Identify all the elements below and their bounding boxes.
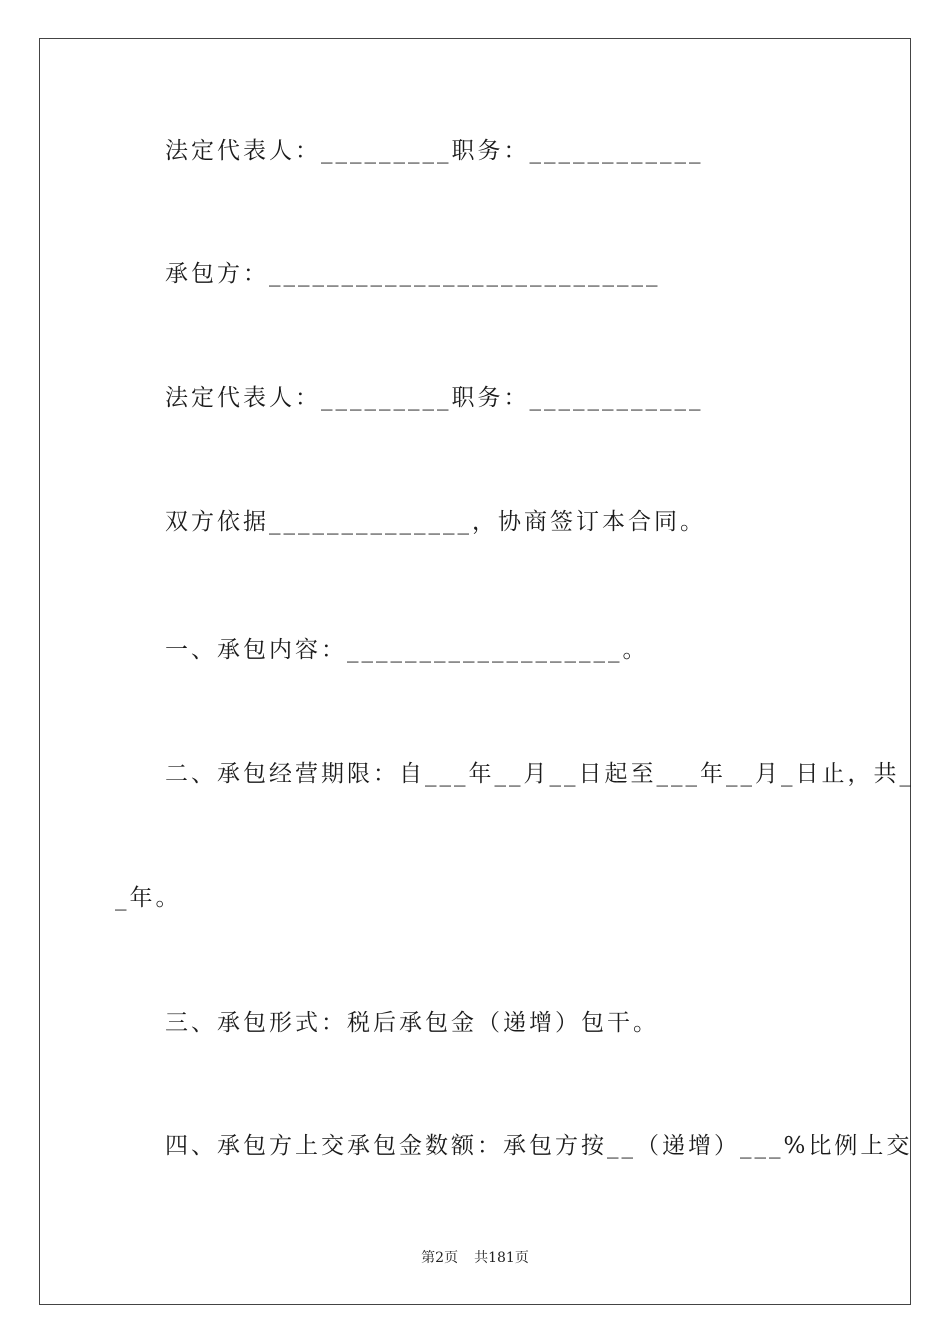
page-number: 第2页 [421, 1250, 459, 1266]
clause-1-content: 一、承包内容：___________________。 [165, 637, 649, 663]
page-footer [0, 1247, 950, 1267]
clause-3-form: 三、承包形式：税后承包金（递增）包干。 [165, 1010, 659, 1036]
legal-rep-line-2: 法定代表人：_________职务：____________ [165, 385, 704, 411]
clause-4-amount: 四、承包方上交承包金数额：承包方按__（递增）___%比例上交 [165, 1133, 913, 1159]
page-border [39, 38, 911, 1305]
clause-2-term-continued: _年。 [115, 885, 182, 911]
clause-2-term: 二、承包经营期限：自___年__月__日起至___年__月_日止，共_ [165, 761, 914, 787]
contractor-line: 承包方：___________________________ [165, 261, 661, 287]
basis-line: 双方依据______________，协商签订本合同。 [165, 509, 706, 535]
page-total: 共181页 [474, 1250, 529, 1266]
legal-rep-line-1: 法定代表人：_________职务：____________ [165, 138, 704, 164]
